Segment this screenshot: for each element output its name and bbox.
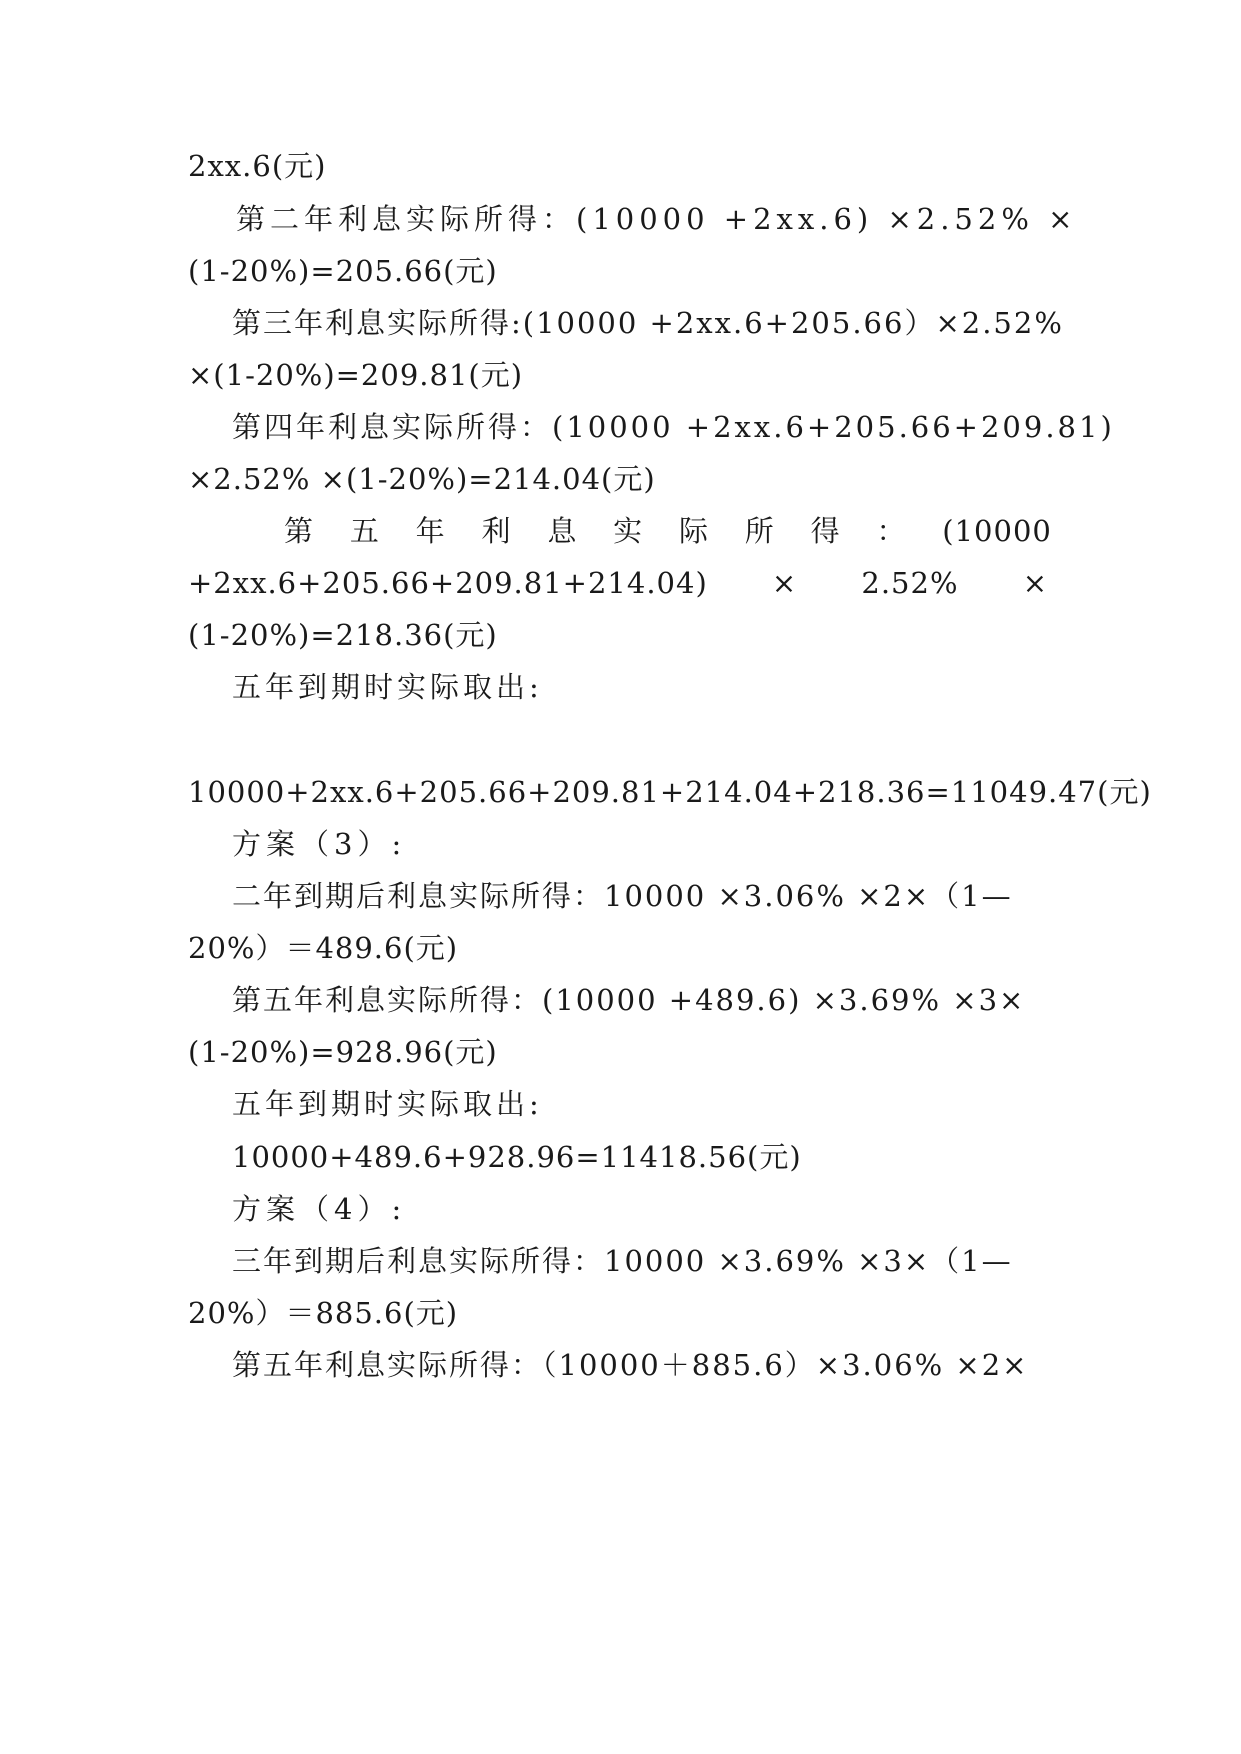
line12-segment: 10000+2xx.6+205.66+209.81+214.04+218.36=11049.47( [188, 775, 1110, 809]
text-line-8 [284, 511, 1052, 551]
text-line-7: ×2.52% ×(1-20%)=214.04(元) [188, 462, 656, 496]
text-line-11: 五年到期时实际取出: [232, 670, 543, 704]
text-line-17: (1-20%)=928.96(元) [188, 1035, 498, 1069]
text-line-16: 第五年利息实际所得：(10000 +489.6) ×3.69% ×3× [232, 983, 1026, 1017]
text-line-20: 方案（4）: [232, 1192, 407, 1226]
text-line-13: 方案（3）: [232, 827, 407, 861]
line9-segment: × [771, 566, 798, 600]
line12-segment: ) [1139, 775, 1152, 809]
text-line-22: 20%）＝885.6(元) [188, 1296, 459, 1330]
line8-word: 所 [744, 514, 775, 548]
line12-segment: 元 [1109, 775, 1140, 809]
text-line-2: 第二年利息实际所得：(10000 +2xx.6) ×2.52% × [236, 202, 1078, 236]
text-line-4: 第三年利息实际所得:(10000 +2xx.6+205.66）×2.52% [232, 306, 1064, 340]
line9-segment: +2xx.6+205.66+209.81+214.04) [188, 566, 708, 600]
text-line-15: 20%）＝489.6(元) [188, 931, 459, 965]
line9-segment: 2.52% [861, 566, 959, 600]
text-line-6: 第四年利息实际所得：(10000 +2xx.6+205.66+209.81) [232, 410, 1115, 444]
text-line-1: 2xx.6(元) [188, 149, 327, 183]
line8-word: 第 [284, 514, 315, 548]
text-line-19: 10000+489.6+928.96=11418.56(元) [232, 1140, 802, 1174]
text-line-12 [188, 772, 1152, 812]
line8-word: 利 [481, 514, 512, 548]
text-line-23: 第五年利息实际所得：（10000＋885.6）×3.06% ×2× [232, 1348, 1029, 1382]
text-line-3: (1-20%)=205.66(元) [188, 254, 498, 288]
text-line-14: 二年到期后利息实际所得：10000 ×3.06% ×2×（1— [232, 879, 1013, 913]
text-line-21: 三年到期后利息实际所得：10000 ×3.69% ×3×（1— [232, 1244, 1013, 1278]
text-line-5: ×(1-20%)=209.81(元) [188, 358, 524, 392]
line8-word: 息 [547, 514, 578, 548]
line8-word: 际 [678, 514, 709, 548]
line8-word: 实 [613, 514, 644, 548]
line8-word: 年 [415, 514, 446, 548]
line9-segment: × [1022, 566, 1048, 600]
text-line-10: (1-20%)=218.36(元) [188, 618, 498, 652]
text-line-18: 五年到期时实际取出: [232, 1087, 543, 1121]
line8-word: ： [876, 514, 907, 548]
line8-word: 得 [810, 514, 841, 548]
line8-word: 五 [349, 514, 380, 548]
text-line-9 [188, 563, 1048, 603]
line8-word: (10000 [942, 514, 1052, 548]
